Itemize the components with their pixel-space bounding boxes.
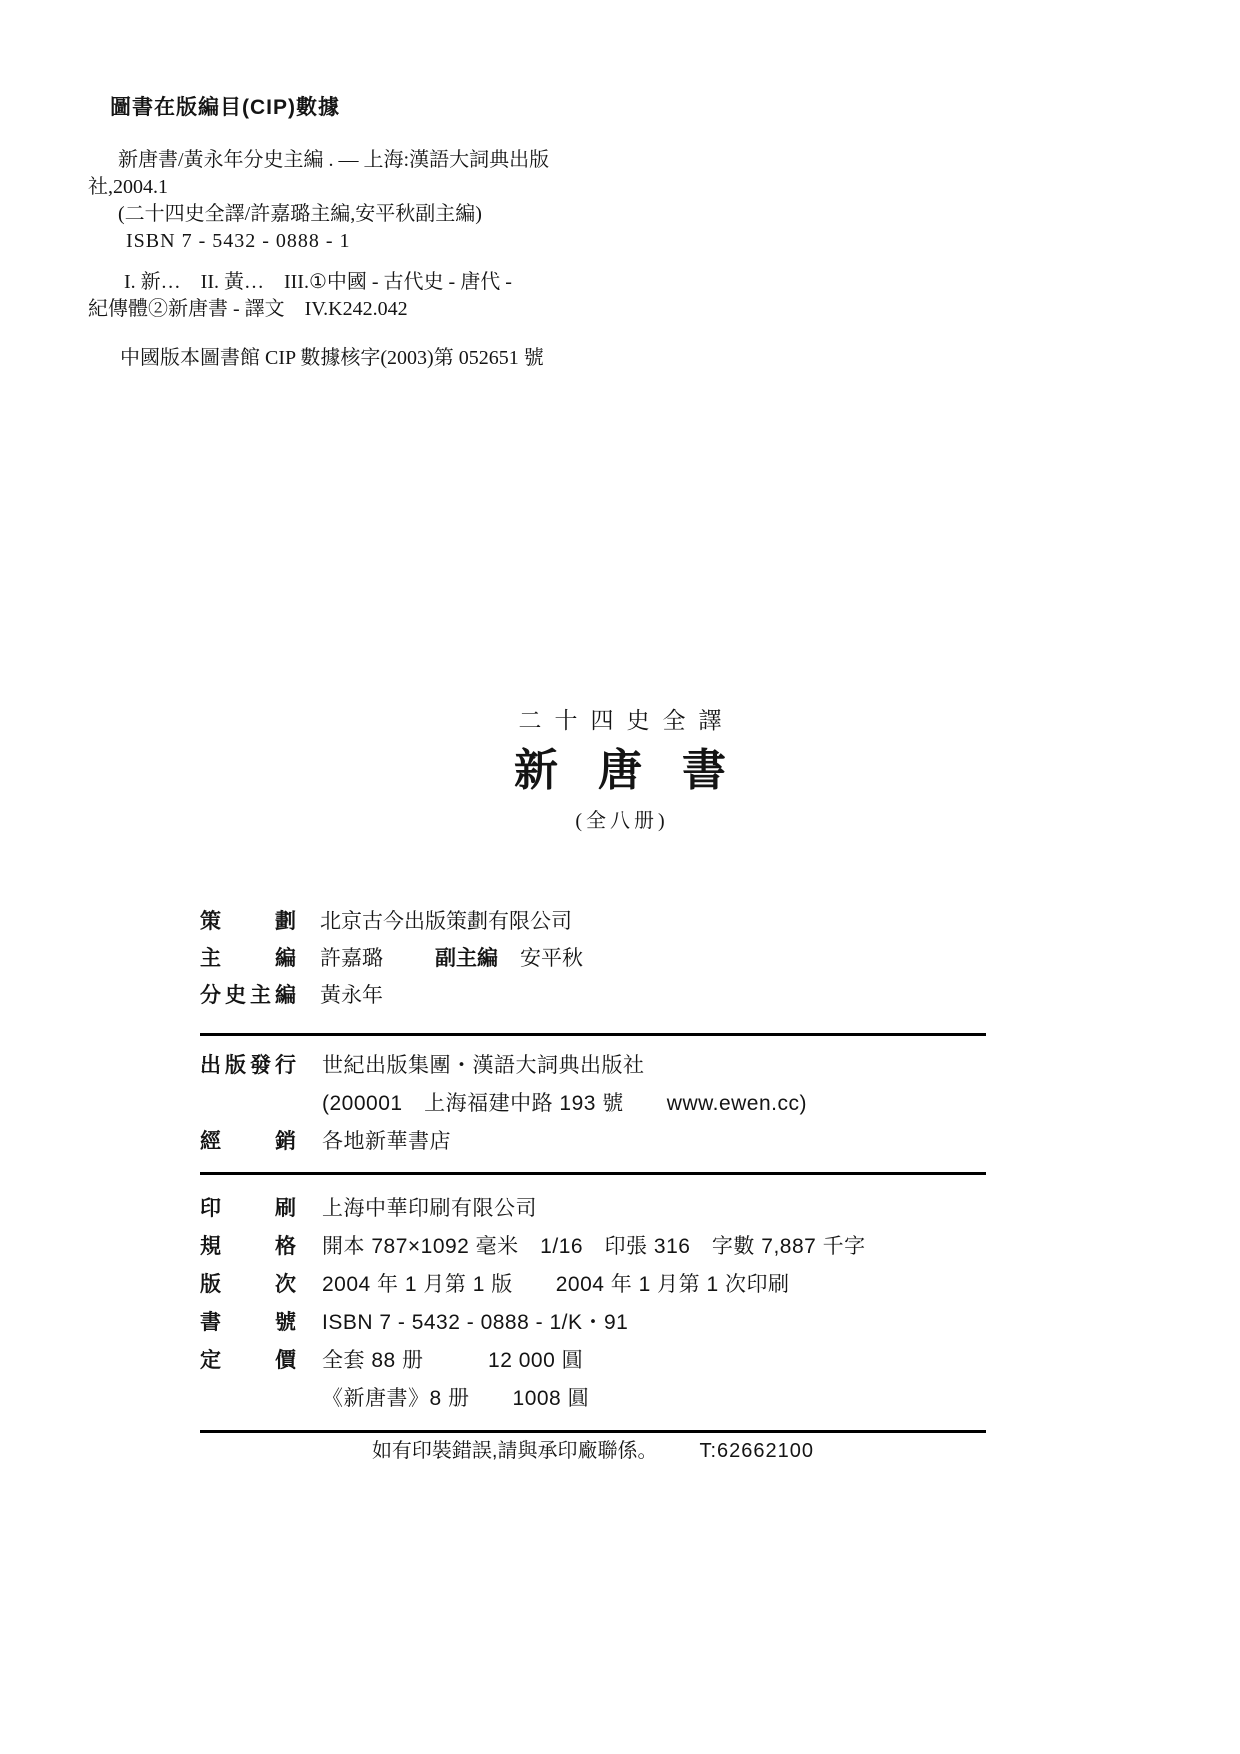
row-label-deputy: 副主編 <box>435 947 498 970</box>
colophon-publish-section <box>200 1036 986 1172</box>
row-label: 版次 <box>200 1273 296 1296</box>
row-label: 經銷 <box>200 1130 296 1153</box>
editorial-credits <box>200 908 960 1019</box>
horizontal-rule-bottom <box>200 1430 986 1433</box>
cip-series-note: (二十四史全譯/許嘉璐主編,安平秋副主編) <box>118 203 482 225</box>
colophon-row-format <box>200 1228 986 1266</box>
row-label: 書號 <box>200 1311 296 1334</box>
row-value: 各地新華書店 <box>322 1130 451 1153</box>
contact-phone: T:62662100 <box>699 1440 815 1462</box>
row-value: ISBN 7 - 5432 - 0888 - 1/K・91 <box>322 1311 629 1334</box>
editorial-row-volume-editor <box>200 982 960 1009</box>
title-block <box>0 708 1240 832</box>
editorial-row-chief-editor <box>200 945 960 972</box>
row-label: 出版發行 <box>200 1054 296 1077</box>
volumes-note: (全八册) <box>575 809 669 832</box>
row-label: 規格 <box>200 1235 296 1258</box>
row-value: 開本 787×1092 毫米 1/16 印張 316 字數 7,887 千字 <box>322 1235 866 1258</box>
cip-entry-line2: 社,2004.1 <box>88 176 168 198</box>
colophon-row-price-title <box>200 1380 986 1418</box>
colophon-row-isbn <box>200 1304 986 1342</box>
row-label: 策劃 <box>200 910 296 933</box>
series-title: 二十四史全譯 <box>518 708 735 733</box>
spacer <box>88 255 678 269</box>
row-value: 黃永年 <box>320 984 383 1007</box>
colophon-row-price-set <box>200 1342 986 1380</box>
colophon-print-section <box>200 1175 986 1430</box>
cip-block <box>88 94 678 372</box>
colophon-row-distribution <box>200 1123 986 1161</box>
row-value: 世紀出版集團・漢語大詞典出版社 <box>322 1054 645 1077</box>
cip-isbn: ISBN 7 - 5432 - 0888 - 1 <box>126 230 351 252</box>
colophon-row-edition <box>200 1266 986 1304</box>
editorial-row-planning <box>200 908 960 935</box>
colophon-row-address <box>200 1085 986 1123</box>
cip-record-number: 中國版本圖書館 CIP 數據核字(2003)第 052651 號 <box>120 347 544 369</box>
row-label: 印刷 <box>200 1197 296 1220</box>
colophon-row-publisher <box>200 1047 986 1085</box>
colophon-block <box>200 1033 986 1433</box>
cip-entry-line1: 新唐書/黃永年分史主編 . — 上海:漢語大詞典出版 <box>118 149 550 171</box>
row-value: 許嘉璐 <box>320 947 383 970</box>
row-label: 分史主編 <box>200 984 296 1007</box>
misprint-notice: 如有印裝錯誤,請與承印廠聯係。 <box>371 1440 658 1462</box>
row-value: 全套 88 册 12 000 圓 <box>322 1349 584 1372</box>
row-label: 定價 <box>200 1349 296 1372</box>
row-value: 2004 年 1 月第 1 版 2004 年 1 月第 1 次印刷 <box>322 1273 790 1296</box>
row-value-deputy: 安平秋 <box>520 947 583 970</box>
cip-classification-line2: 紀傳體②新唐書 - 譯文 IV.K242.042 <box>88 298 408 320</box>
footer-notice <box>200 1437 986 1465</box>
row-value: 《新唐書》8 册 1008 圓 <box>322 1387 590 1410</box>
cip-heading: 圖書在版編目(CIP)數據 <box>110 96 340 119</box>
row-value: (200001 上海福建中路 193 號 www.ewen.cc) <box>322 1092 807 1115</box>
row-label: 主編 <box>200 947 296 970</box>
book-title: 新唐書 <box>514 746 766 796</box>
row-value: 上海中華印刷有限公司 <box>322 1197 537 1220</box>
colophon-row-printer <box>200 1190 986 1228</box>
cip-classification-line1: I. 新… II. 黃… III.①中國 - 古代史 - 唐代 - <box>124 271 512 293</box>
row-value: 北京古今出版策劃有限公司 <box>320 910 572 933</box>
